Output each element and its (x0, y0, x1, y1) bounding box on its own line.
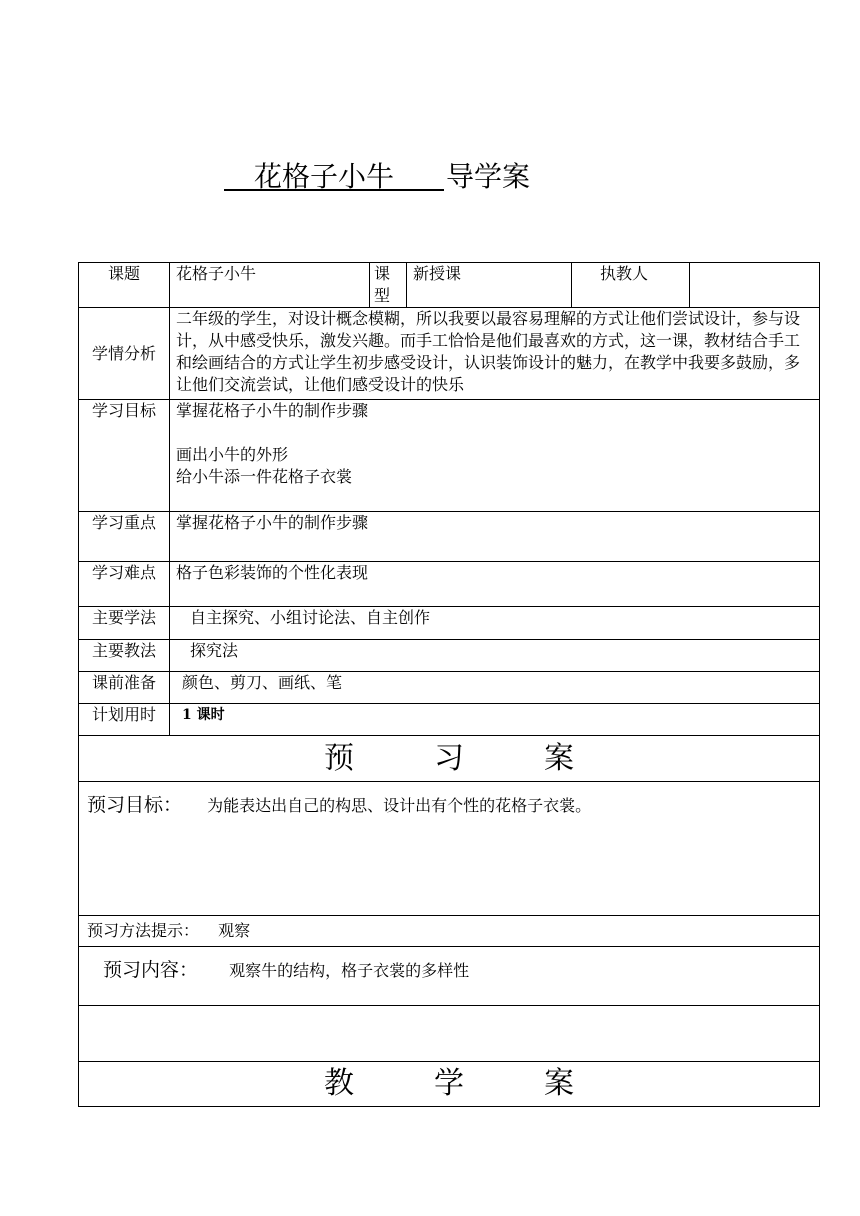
preview-method-text: 观察 (218, 921, 251, 940)
row-learn-method (79, 607, 820, 640)
value-topic: 花格子小牛 (170, 263, 370, 308)
header-char: 预 (324, 740, 354, 776)
value-key: 掌握花格子小牛的制作步骤 (170, 512, 820, 562)
goal-line-1: 掌握花格子小牛的制作步骤 (176, 401, 369, 420)
row-topic (79, 263, 820, 308)
label-prep: 课前准备 (79, 672, 170, 704)
label-time: 计划用时 (79, 704, 170, 736)
goal-line-2: 画出小牛的外形 (176, 445, 289, 464)
row-key (79, 512, 820, 562)
row-analysis (79, 308, 820, 400)
preview-content-text: 观察牛的结构，格子衣裳的多样性 (229, 961, 470, 980)
label-teach-method: 主要教法 (79, 640, 170, 672)
preview-goal-label: 预习目标： (87, 794, 183, 816)
preview-method-cell (79, 916, 820, 947)
header-char: 学 (434, 1066, 464, 1101)
label-topic: 课题 (79, 263, 170, 308)
preview-section-header (79, 736, 820, 782)
preview-content-cell (79, 947, 820, 1006)
label-analysis: 学情分析 (79, 308, 170, 400)
preview-content-label: 预习内容： (103, 959, 199, 981)
label-key: 学习重点 (79, 512, 170, 562)
row-preview-method (79, 916, 820, 947)
value-teacher (690, 263, 820, 308)
value-learn-method: 自主探究、小组讨论法、自主创作 (170, 607, 820, 640)
lesson-plan-table (78, 262, 820, 1107)
value-prep: 颜色、剪刀、画纸、笔 (170, 672, 820, 704)
row-difficulty (79, 562, 820, 607)
preview-method-label: 预习方法提示： (87, 921, 200, 940)
value-teach-method: 探究法 (170, 640, 820, 672)
value-analysis: 二年级的学生，对设计概念模糊，所以我要以最容易理解的方式让他们尝试设计，参与设计，从中感受快乐，激发兴趣。而手工恰恰是他们最喜欢的方式，这一课，教材结合手工和绘画结合的方式让学生初步感受设计，认识装饰设计的魅力，在教学中我要多鼓励，多让他们交流尝试，让他们感受设计的快乐 (170, 308, 820, 400)
row-teach-method (79, 640, 820, 672)
row-teaching-header (79, 1062, 820, 1107)
label-type: 课型 (370, 263, 407, 308)
row-preview-content (79, 947, 820, 1006)
label-learn-method: 主要学法 (79, 607, 170, 640)
row-prep (79, 672, 820, 704)
row-preview-header (79, 736, 820, 782)
row-time (79, 704, 820, 736)
row-preview-goal (79, 782, 820, 916)
value-time: 1 课时 (170, 704, 820, 736)
goal-line-3: 给小牛添一件花格子衣裳 (176, 467, 353, 486)
document-title (0, 155, 860, 195)
row-goals (79, 400, 820, 512)
label-teacher: 执教人 (572, 263, 690, 308)
row-empty (79, 1006, 820, 1062)
header-char: 习 (434, 740, 464, 776)
value-type: 新授课 (407, 263, 572, 308)
label-difficulty: 学习难点 (79, 562, 170, 607)
title-subject: 花格子小牛 (254, 160, 395, 193)
title-suffix: 导学案 (446, 160, 531, 193)
teaching-section-header (79, 1062, 820, 1107)
header-char: 教 (324, 1066, 354, 1101)
preview-goal-text: 为能表达出自己的构思、设计出有个性的花格子衣裳。 (207, 796, 592, 815)
value-difficulty: 格子色彩装饰的个性化表现 (170, 562, 820, 607)
preview-goal-cell (79, 782, 820, 916)
header-char: 案 (544, 740, 574, 776)
empty-cell (79, 1006, 820, 1062)
header-char: 案 (544, 1066, 574, 1101)
label-goals: 学习目标 (79, 400, 170, 512)
title-subject-underlined (224, 155, 444, 191)
value-goals (170, 400, 820, 512)
